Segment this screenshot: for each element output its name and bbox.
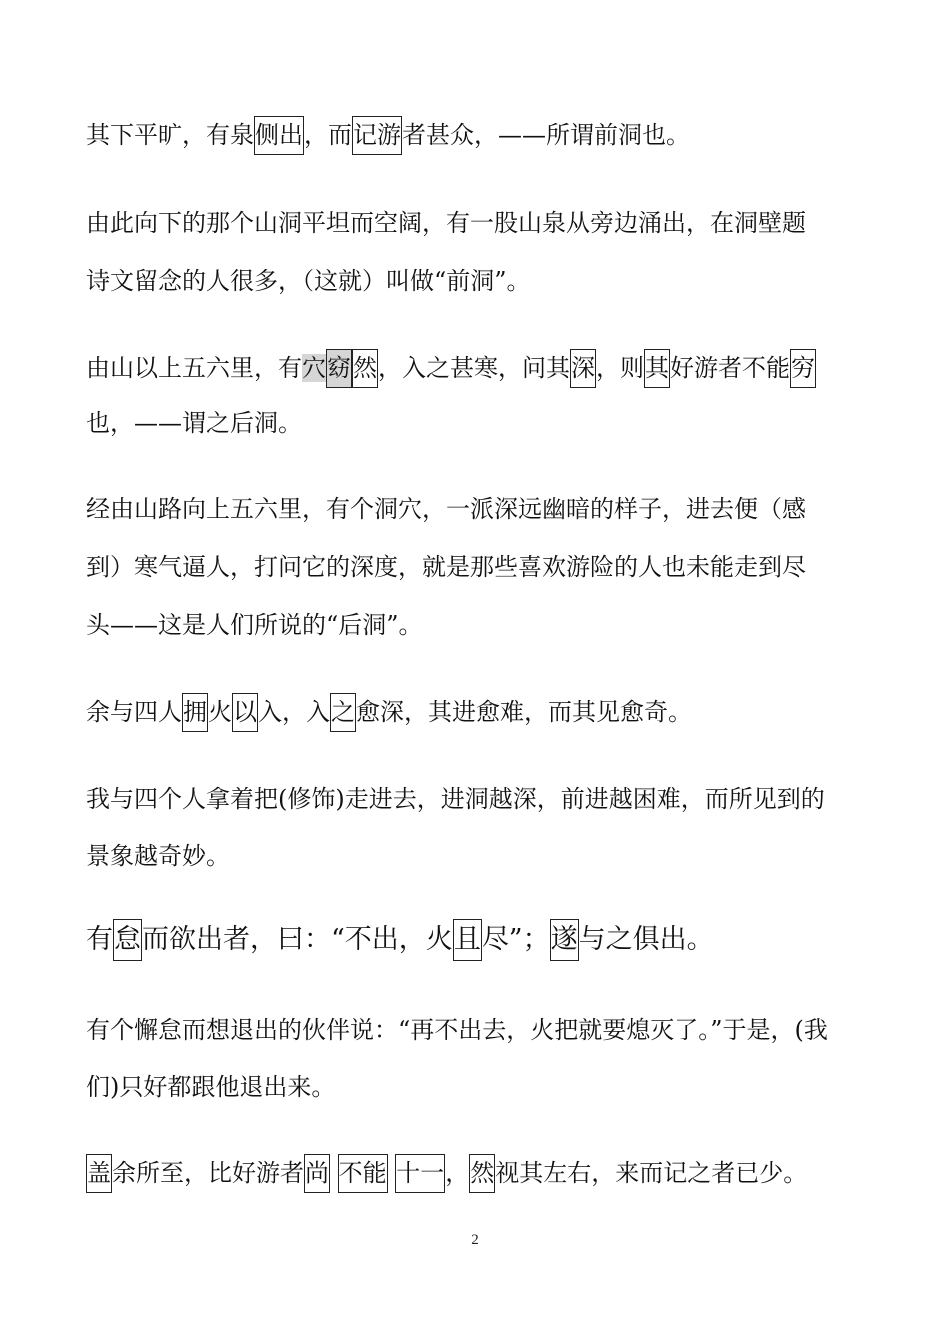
text-line-3	[86, 266, 531, 296]
text-segment: 头——这是人们所说的“后洞”。	[86, 611, 423, 639]
text-segment: 余与四人	[86, 698, 182, 726]
text-segment: 们)只好都跟他退出来。	[86, 1073, 336, 1101]
boxed-keyword: 穷	[790, 349, 816, 388]
text-segment: 与之俱出。	[578, 924, 714, 955]
boxed-highlighted-keyword: 窈	[326, 349, 352, 388]
text-segment: 有个懈怠而想退出的伙伴说：“再不出去，火把就要熄灭了。”于是，(我	[86, 1016, 828, 1044]
text-segment: 由山以上五六里，有	[86, 354, 302, 382]
boxed-keyword: 深	[570, 349, 596, 388]
highlighted-character: 穴	[302, 354, 326, 382]
text-segment: 余所至，比好游者	[112, 1159, 304, 1187]
text-line-15	[86, 1158, 807, 1188]
text-line-12	[86, 925, 714, 955]
text-segment: 由此向下的那个山洞平坦而空阔，有一股山泉从旁边涌出，在洞壁题	[86, 209, 806, 237]
text-line-6	[86, 494, 806, 524]
text-segment: 好游者不能	[670, 354, 790, 382]
boxed-keyword: 不能	[338, 1154, 388, 1193]
text-line-7	[86, 552, 806, 582]
text-line-11	[86, 841, 230, 871]
boxed-keyword: 之	[330, 693, 356, 732]
text-segment: ，	[445, 1159, 470, 1187]
boxed-keyword: 记游	[352, 116, 402, 155]
boxed-keyword: 十一	[395, 1154, 445, 1193]
boxed-keyword: 且	[453, 919, 482, 961]
text-segment: 火	[208, 698, 232, 726]
text-segment: 有	[86, 924, 113, 955]
text-segment: 愈深，其进愈难，而其见愈奇。	[356, 698, 692, 726]
text-line-14	[86, 1072, 335, 1102]
text-segment: 景象越奇妙。	[86, 842, 230, 870]
text-segment: 到）寒气逼人，打问它的深度，就是那些喜欢游险的人也未能走到尽	[86, 553, 806, 581]
text-segment: ，则	[596, 354, 644, 382]
text-line-10	[86, 784, 825, 814]
text-segment: ，而	[304, 121, 352, 149]
page-number: 2	[471, 1232, 479, 1248]
text-segment: 入，入	[258, 698, 330, 726]
boxed-keyword: 遂	[550, 919, 579, 961]
boxed-keyword: 其	[644, 349, 670, 388]
text-line-1	[86, 120, 690, 150]
text-segment: 者甚众，——所谓前洞也。	[402, 121, 690, 149]
text-segment: 尽”；	[481, 924, 550, 955]
boxed-keyword: 怠	[113, 919, 142, 961]
boxed-keyword: 然	[352, 349, 378, 388]
text-segment: 其下平旷，有泉	[86, 121, 254, 149]
text-segment: 也，——谓之后洞。	[86, 409, 302, 437]
text-segment	[330, 1159, 338, 1187]
text-segment: 视其左右，来而记之者已少。	[495, 1159, 808, 1187]
text-line-5	[86, 408, 302, 438]
text-segment: ，入之甚寒，问其	[378, 354, 570, 382]
boxed-keyword: 以	[232, 693, 258, 732]
boxed-keyword: 盖	[86, 1154, 112, 1193]
text-line-8	[86, 610, 423, 640]
text-line-2	[86, 208, 806, 238]
text-line-9	[86, 697, 692, 727]
text-line-13	[86, 1015, 828, 1045]
text-segment: 我与四个人拿着把(修饰)走进去，进洞越深，前进越困难，而所见到的	[86, 785, 825, 813]
boxed-keyword: 然	[469, 1154, 495, 1193]
boxed-keyword: 拥	[182, 693, 208, 732]
text-segment: 经由山路向上五六里，有个洞穴，一派深远幽暗的样子，进去便（感	[86, 495, 806, 523]
text-segment: 诗文留念的人很多，（这就）叫做“前洞”。	[86, 267, 531, 295]
text-line-4	[86, 353, 816, 383]
boxed-keyword: 侧出	[254, 116, 304, 155]
text-segment: 而欲出者，曰：“不出，火	[142, 924, 453, 955]
boxed-keyword: 尚	[304, 1154, 330, 1193]
